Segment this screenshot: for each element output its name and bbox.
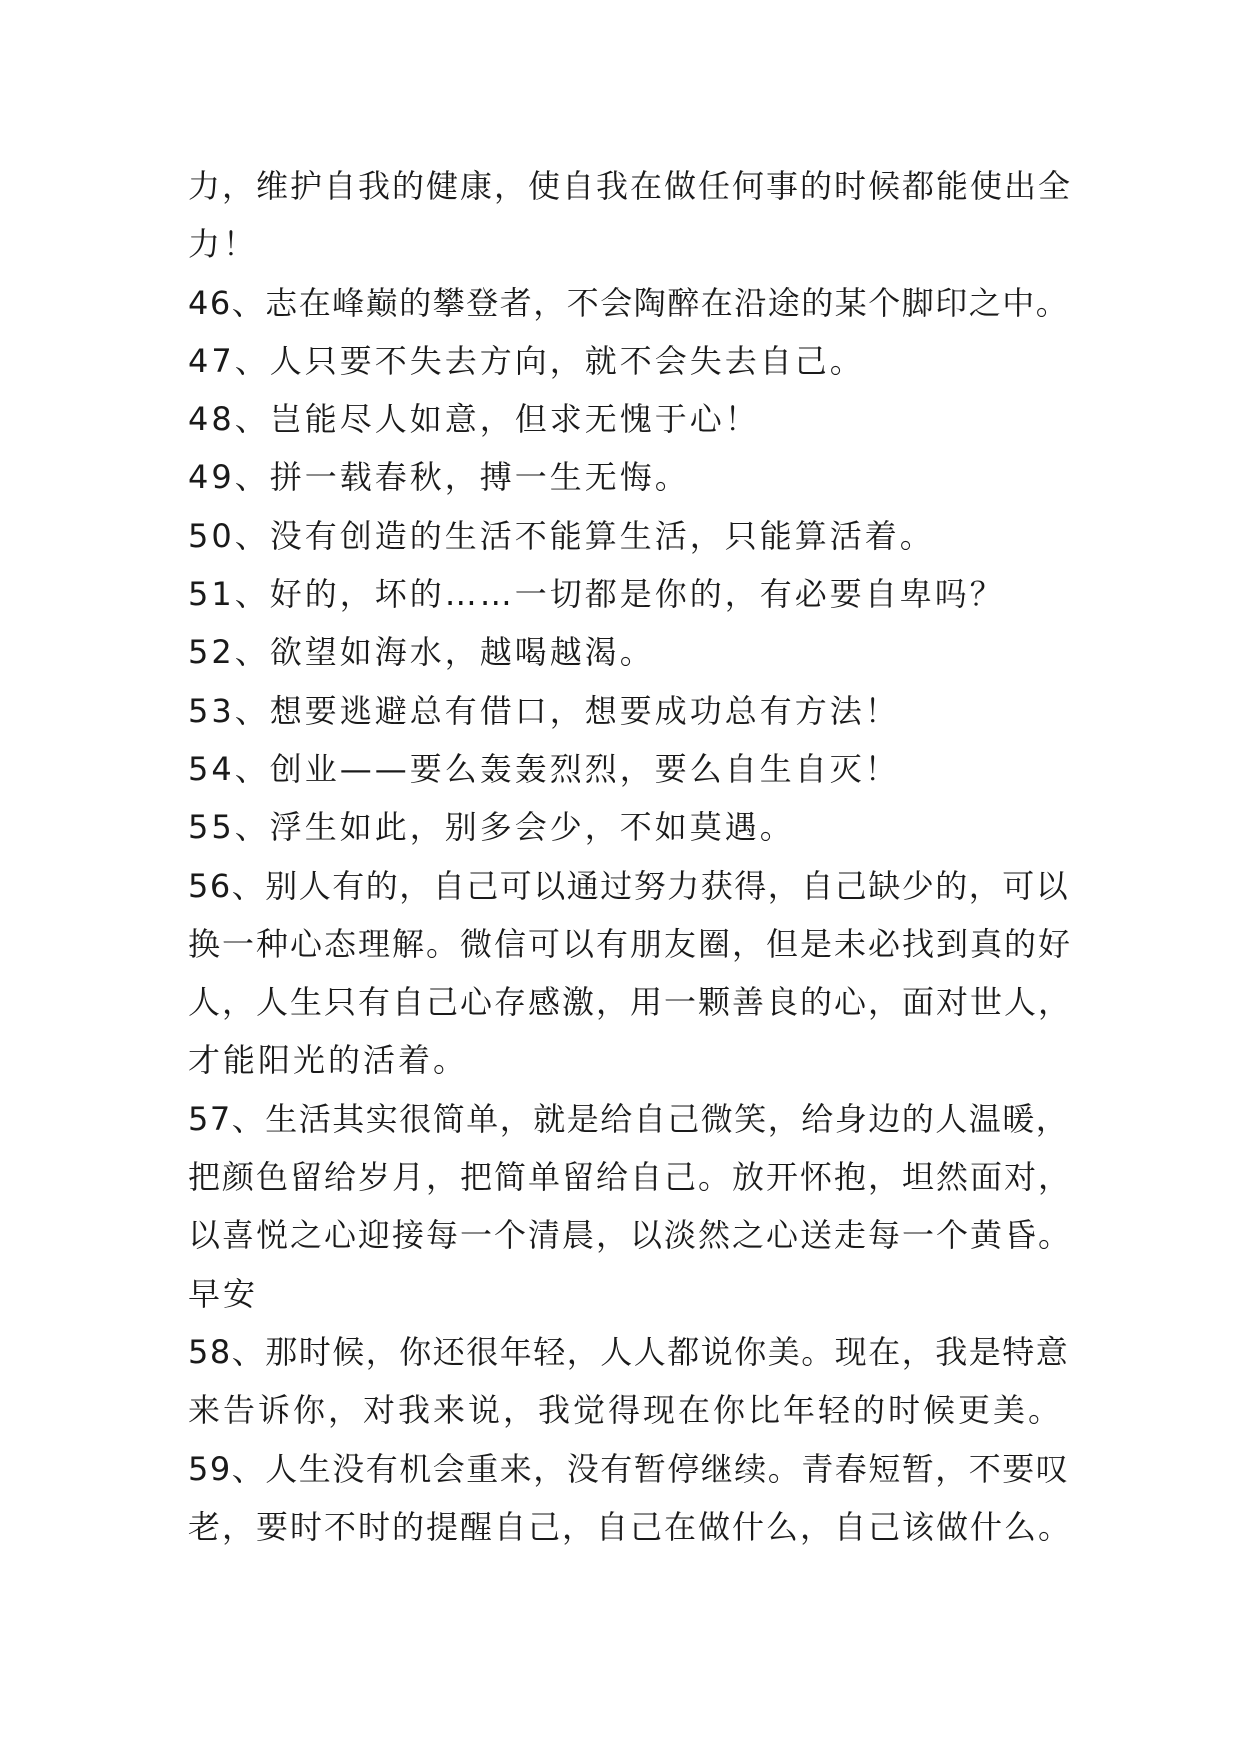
- text-line: 58、那时候，你还很年轻，人人都说你美。现在，我是特意: [188, 1332, 1070, 1371]
- text-line: 47、人只要不失去方向，就不会失去自己。: [188, 341, 865, 380]
- text-line: 52、欲望如海水，越喝越渴。: [188, 633, 655, 672]
- text-line: 48、岂能尽人如意，但求无愧于心！: [188, 400, 760, 439]
- text-line: 46、志在峰巅的攀登者，不会陶醉在沿途的某个脚印之中。: [188, 283, 1070, 322]
- text-line: 力，维护自我的健康，使自我在做任何事的时候都能使出全: [188, 167, 1073, 205]
- text-line: 59、人生没有机会重来，没有暂停继续。青春短暂，不要叹: [188, 1449, 1070, 1488]
- text-line: 以喜悦之心迎接每一个清晨，以淡然之心送走每一个黄昏。: [188, 1216, 1073, 1255]
- text-line: 来告诉你，对我来说，我觉得现在你比年轻的时候更美。: [188, 1391, 1064, 1430]
- text-line: 人，人生只有自己心存感激，用一颗善良的心，面对世人，: [188, 983, 1073, 1022]
- text-line: 56、别人有的，自己可以通过努力获得，自己缺少的，可以: [188, 866, 1070, 905]
- document-body: [188, 157, 1078, 1556]
- text-line: 力！: [188, 225, 259, 264]
- text-line: 把颜色留给岁月，把简单留给自己。放开怀抱，坦然面对，: [188, 1158, 1073, 1197]
- text-line: 才能阳光的活着。: [188, 1041, 469, 1080]
- text-line: 54、创业——要么轰轰烈烈，要么自生自灭！: [188, 749, 900, 788]
- text-line: 早安: [188, 1274, 259, 1313]
- text-line: 换一种心态理解。微信可以有朋友圈，但是未必找到真的好: [188, 924, 1073, 963]
- text-line: 55、浮生如此，别多会少，不如莫遇。: [188, 808, 795, 847]
- text-line: 50、没有创造的生活不能算生活，只能算活着。: [188, 516, 935, 555]
- text-line: 老，要时不时的提醒自己，自己在做什么，自己该做什么。: [188, 1507, 1073, 1546]
- text-line: 51、好的，坏的……一切都是你的，有必要自卑吗？: [188, 575, 1005, 614]
- text-line: 49、拼一载春秋，搏一生无悔。: [188, 458, 690, 497]
- text-line: 53、想要逃避总有借口，想要成功总有方法！: [188, 691, 900, 730]
- text-line: 57、生活其实很简单，就是给自己微笑，给身边的人温暖，: [188, 1099, 1070, 1138]
